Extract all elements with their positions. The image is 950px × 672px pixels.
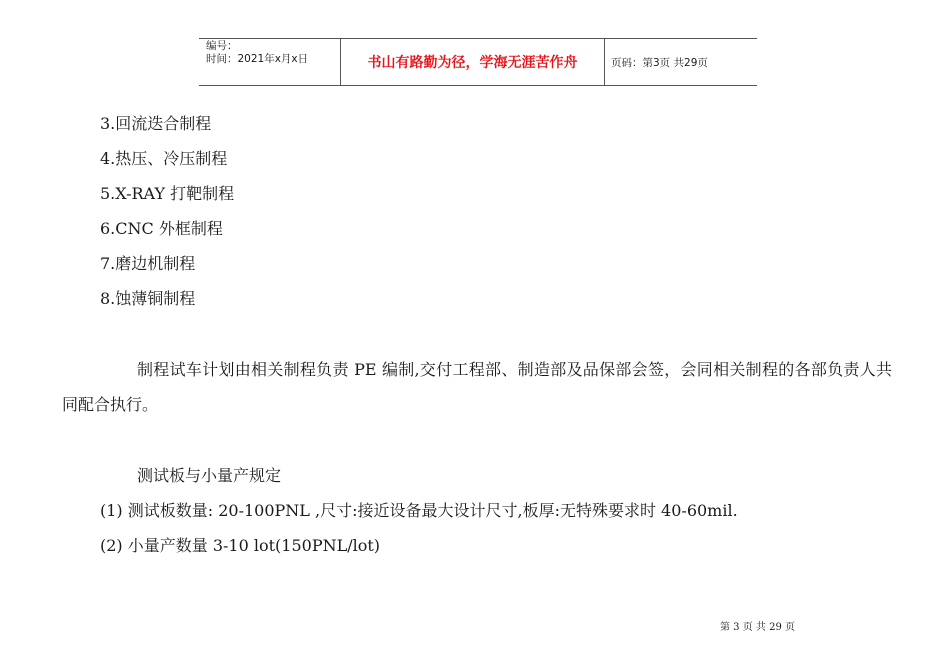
page-footer: 第 3 页 共 29 页 xyxy=(720,622,795,633)
page-header xyxy=(199,38,757,86)
list-item: 3.回流迭合制程 xyxy=(100,114,212,133)
header-meta xyxy=(199,39,341,85)
header-motto: 书山有路勤为径，学海无涯苦作舟 xyxy=(341,39,605,85)
list-item: 4.热压、冷压制程 xyxy=(100,149,228,168)
list-item: 7.磨边机制程 xyxy=(100,254,196,273)
rule-item: (2) 小量产数量 3-10 lot(150PNL/lot) xyxy=(100,536,381,555)
header-number: 编号： xyxy=(206,40,238,52)
body-paragraph: 制程试车计划由相关制程负责 PE 编制,交付工程部、制造部及品保部会签，会同相关制程的各部负责人共同配合执行。 xyxy=(62,360,892,414)
list-item: 5.X-RAY 打靶制程 xyxy=(100,184,235,203)
header-time: 时间：2021年x月x日 xyxy=(206,53,309,65)
list-item: 6.CNC 外框制程 xyxy=(100,219,223,238)
list-item: 8.蚀薄铜制程 xyxy=(100,289,196,308)
rule-item: (1) 测试板数量: 20-100PNL ,尺寸:接近设备最大设计尺寸,板厚:无特殊要求时 40-60mil. xyxy=(100,501,738,520)
section-title: 测试板与小量产规定 xyxy=(137,466,282,485)
header-page-number: 页码：第3页 共29页 xyxy=(611,56,708,69)
